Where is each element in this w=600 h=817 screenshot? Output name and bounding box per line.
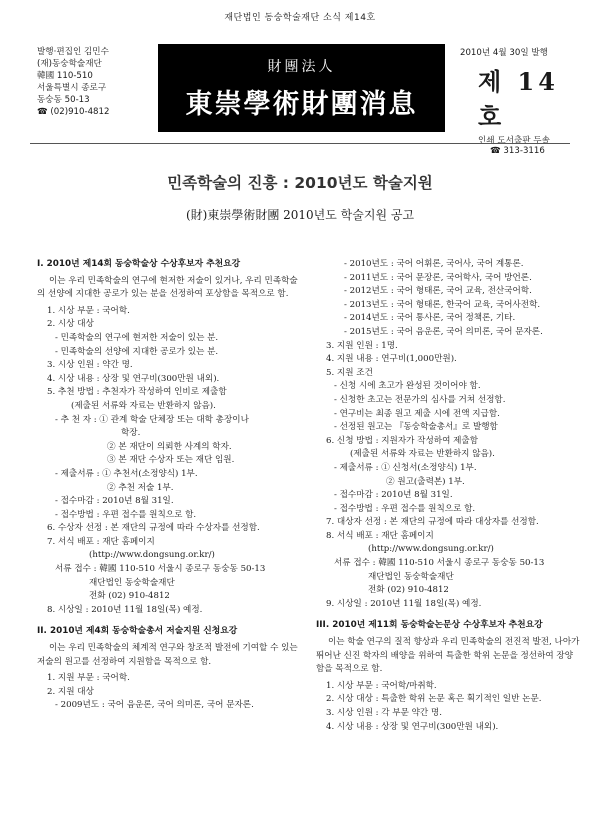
list-item: 9. 시상일 : 2010년 11월 18일(목) 예정. — [326, 598, 482, 609]
top-line: 재단법인 동숭학술재단 소식 제14호 — [224, 13, 376, 23]
list-item: 1. 시상 부문 : 국어학. — [47, 305, 130, 316]
paragraph: 이는 학술 연구의 질적 향상과 우리 민족학술의 전진적 발전, 나아가 뛰어난 신진 학자의 배양을 위하여 특출한 학위 논문을 정선하여 장양함을 목적으로 함. — [316, 637, 580, 675]
list-item: - 민족학술의 연구에 현저한 저술이 있는 분. — [55, 332, 219, 343]
list-item: 1. 지원 부문 : 국어학. — [47, 673, 130, 684]
list-item: - 제출서류 : ① 추천서(소정양식) 1부. — [55, 468, 198, 479]
list-item: ② 추천 저술 1부. — [107, 482, 174, 493]
list-item: 2. 시상 대상 : 특출한 학위 논문 혹은 획기적인 일반 논문. — [326, 694, 542, 705]
list-item: 3. 시상 인원 : 각 부문 약간 명. — [326, 708, 442, 718]
list-item: 전화 (02) 910-4812 — [368, 585, 449, 596]
list-item: 4. 지원 내용 : 연구비(1,000만원). — [326, 354, 457, 365]
list-item: - 접수마감 : 2010년 8월 31일. — [334, 490, 453, 501]
section-title: I. 2010년 제14회 동숭학술상 수상후보자 추천요강 — [37, 259, 241, 269]
banner-title: 東崇學術財團消息 — [185, 89, 418, 120]
issue-number: 제 14 호 — [478, 67, 559, 131]
list-item: 2. 시상 대상 — [47, 319, 94, 330]
list-item: - 2011년도 : 국어 문장론, 국어학사, 국어 방언론. — [344, 272, 532, 283]
list-item: - 민족학술의 선양에 지대한 공로가 있는 분. — [55, 346, 219, 357]
list-item: 8. 시상일 : 2010년 11월 18일(목) 예정. — [47, 604, 203, 615]
right-column — [316, 258, 581, 734]
headline: 민족학술의 진흥 : 2010년도 학술지원 — [167, 174, 433, 192]
publisher-line: ☎ (02)910-4812 — [37, 107, 110, 117]
list-item: 1. 시상 부문 : 국어학/마취학. — [326, 680, 437, 691]
list-item: - 접수방법 : 우편 접수를 원칙으로 함. — [334, 503, 476, 514]
list-item: - 신청 시에 초고가 완성된 것이어야 함. — [334, 381, 481, 392]
subhead: (財)東崇學術財團 2010년도 학술지원 공고 — [185, 208, 415, 222]
publisher-info — [37, 46, 109, 118]
list-item: 4. 시상 내용 : 상장 및 연구비(300만원 내외). — [326, 721, 499, 732]
list-item: 전화 (02) 910-4812 — [89, 591, 170, 602]
left-column — [37, 258, 305, 713]
paragraph: 이는 우리 민족학술의 연구에 현저한 저술이 있거나, 우리 민족학술의 선양에 지대한 공로가 있는 분을 선정하여 포상함을 목적으로 함. — [37, 275, 298, 300]
list-item: - 제출서류 : ① 신청서(소정양식) 1부. — [334, 462, 477, 473]
list-item: 7. 서식 배포 : 재단 홈페이지 — [47, 536, 155, 547]
list-item: - 추 천 자 : ① 관계 학술 단체장 또는 대학 총장이나 — [55, 414, 249, 425]
divider — [30, 143, 570, 144]
publisher-line: 동숭동 50-13 — [37, 95, 90, 105]
printer-phone: ☎ 313-3116 — [490, 146, 545, 156]
list-item: ② 본 재단이 의뢰한 사계의 학자. — [107, 441, 232, 452]
list-item: - 연구비는 최종 원고 제출 시에 전액 지급함. — [334, 408, 500, 419]
homepage-url: (http://www.dongsung.or.kr/) — [368, 544, 494, 555]
list-item: 3. 지원 인원 : 1명. — [326, 340, 398, 351]
list-item: 6. 수상자 선정 : 본 재단의 규정에 따라 수상자를 선정함. — [47, 523, 260, 534]
issue-info — [460, 46, 590, 156]
issue-date: 2010년 4월 30일 발행 — [460, 48, 548, 58]
list-item: - 접수방법 : 우편 접수를 원칙으로 함. — [55, 509, 197, 520]
list-item: 서류 접수 : 韓國 110-510 서울시 종로구 동숭동 50-13 — [334, 558, 545, 569]
list-item: - 접수마감 : 2010년 8월 31일. — [55, 496, 174, 507]
list-item: 2. 지원 대상 — [47, 686, 94, 697]
publisher-line: (재)동숭학술재단 — [37, 59, 102, 69]
list-item: - 신청한 초고는 전문가의 심사를 거쳐 선정함. — [334, 394, 506, 405]
section-title: III. 2010년 제11회 동숭학술논문상 수상후보자 추천요강 — [316, 620, 543, 631]
list-item: 4. 시상 내용 : 상장 및 연구비(300만원 내외). — [47, 373, 220, 384]
paragraph: 이는 우리 민족학술의 체계적 연구와 창조적 발전에 기여할 수 있는 저술의 원고를 선정하여 지원함을 목적으로 함. — [37, 643, 298, 667]
list-item: - 2013년도 : 국어 형태론, 한국어 교육, 국어사전학. — [344, 299, 541, 310]
list-item: 5. 지원 조건 — [326, 367, 373, 378]
list-item: - 2009년도 : 국어 음운론, 국어 의미론, 국어 문자론. — [55, 700, 254, 711]
list-item: 7. 대상자 선정 : 본 재단의 규정에 따라 대상자를 선정함. — [326, 517, 539, 528]
banner-small-title: 財團法人 — [267, 59, 336, 75]
list-item: 8. 서식 배포 : 재단 홈페이지 — [326, 530, 434, 541]
publisher-line: 韓國 110-510 — [37, 71, 93, 81]
list-item: 재단법인 동숭학술재단 — [89, 577, 175, 588]
masthead-banner — [158, 44, 445, 132]
list-item: 재단법인 동숭학술재단 — [368, 571, 454, 582]
section-title: II. 2010년 제4회 동숭학술총서 저술지원 신청요강 — [37, 626, 238, 637]
list-item: - 2010년도 : 국어 어휘론, 국어사, 국어 계통론. — [344, 259, 524, 269]
homepage-url: (http://www.dongsung.or.kr/) — [89, 550, 215, 561]
list-item: - 2014년도 : 국어 통사론, 국어 정책론, 기타. — [344, 313, 516, 324]
list-item: 6. 신청 방법 : 지원자가 작성하여 제출함 — [326, 435, 479, 446]
list-item: 5. 추천 방법 : 추천자가 작성하여 인비로 제출함 — [47, 387, 227, 398]
list-item: - 2012년도 : 국어 형태론, 국어 교육, 전산국어학. — [344, 286, 532, 297]
list-item: - 2015년도 : 국어 음운론, 국어 의미론, 국어 문자론. — [344, 326, 543, 337]
list-item: 학장. — [121, 428, 141, 439]
list-item: - 선정된 원고는 『동숭학술총서』로 발행함 — [334, 422, 498, 433]
list-item: (제출된 서류와 자료는 반환하지 않음). — [350, 449, 495, 460]
list-item: ③ 본 재단 수상자 또는 재단 임원. — [107, 455, 235, 466]
list-item: 서류 접수 : 韓國 110-510 서울시 종로구 동숭동 50-13 — [55, 564, 266, 575]
printer: 인쇄 도서출판 두솔 — [478, 136, 550, 146]
list-item: 3. 시상 인원 : 약간 명. — [47, 360, 133, 371]
list-item: (제출된 서류와 자료는 반환하지 않음). — [71, 400, 216, 411]
publisher-line: 서울특별시 종로구 — [37, 83, 107, 93]
list-item: ② 원고(출력본) 1부. — [386, 476, 465, 487]
publisher-line: 발행·편집인 김민수 — [37, 47, 109, 57]
